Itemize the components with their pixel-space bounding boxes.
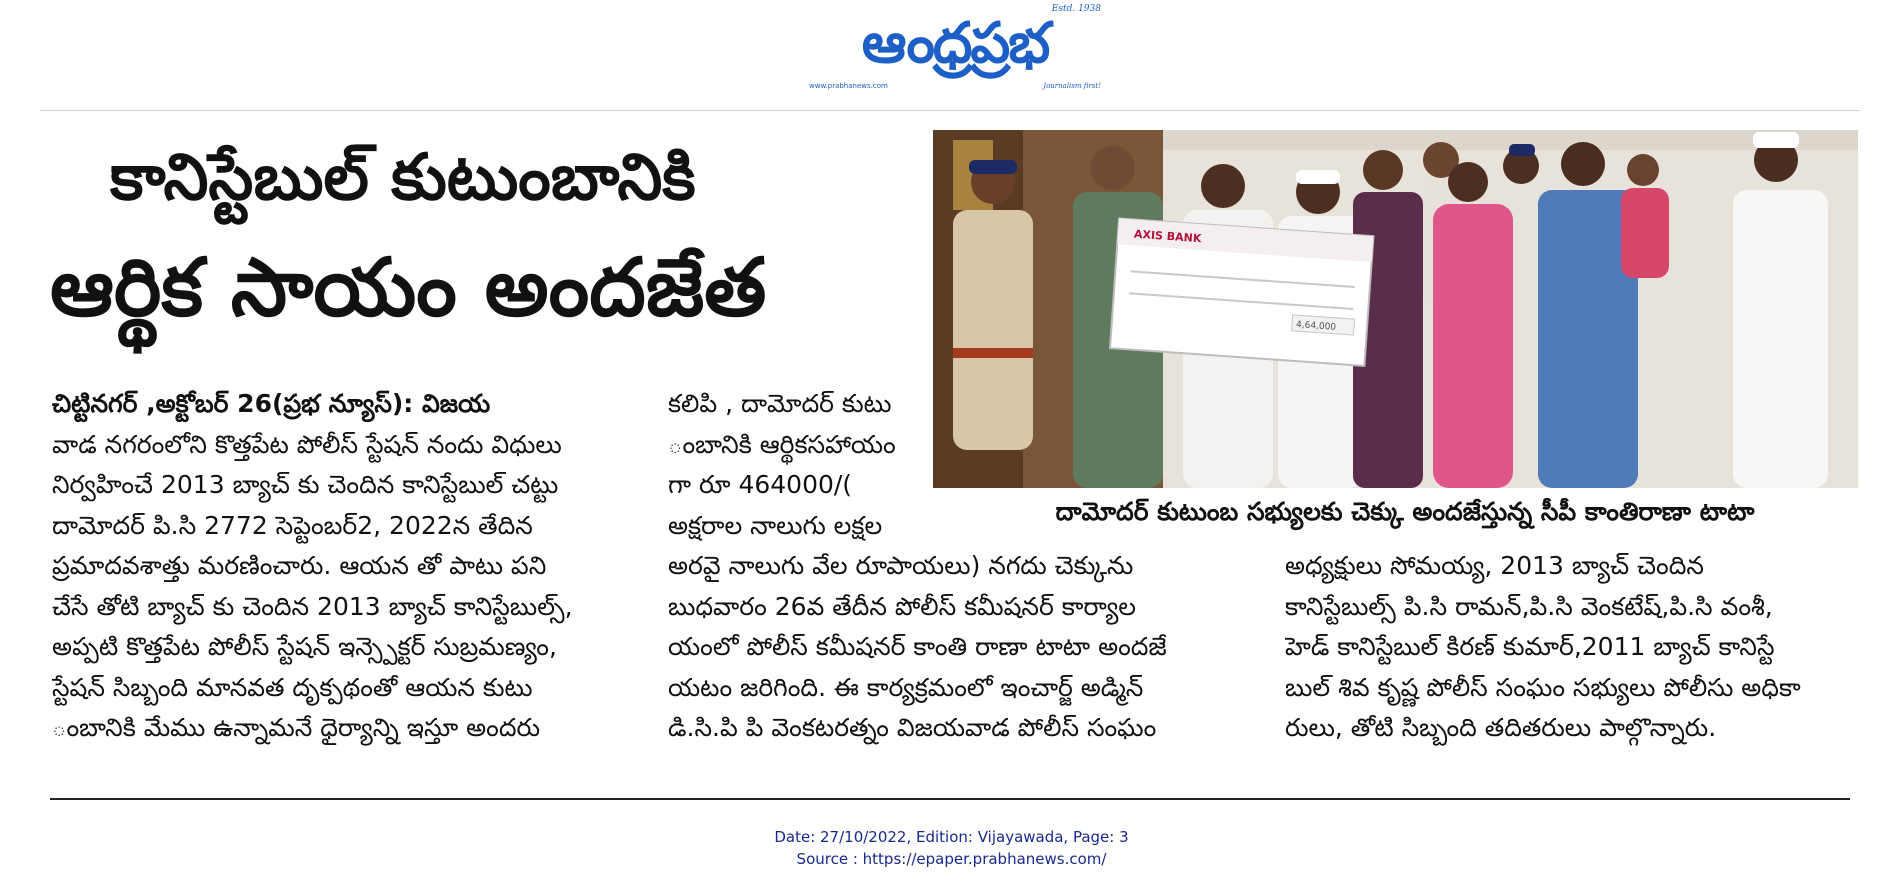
article-line: బుల్ శివ కృష్ణ పోలీస్ సంఘం సభ్యులు పోలీసు అధికా <box>1285 672 1801 702</box>
article-column-3 <box>1285 546 1855 749</box>
person-woman-saree <box>1433 162 1513 488</box>
article-line: గా రూ 464000/( <box>668 470 853 499</box>
cheque-bank-name: AXIS BANK <box>1133 227 1202 246</box>
logo-tagline: Journalism first! <box>1043 82 1101 90</box>
article-bottom-divider <box>50 798 1850 800</box>
newspaper-logo[interactable] <box>805 6 1105 94</box>
article-line: చిట్టినగర్ ,అక్టోబర్ 26(ప్రభ న్యూస్): విజయ <box>52 389 491 418</box>
article-column-2-top <box>668 384 933 546</box>
article-line: చేసే తోటి బ్యాచ్ కు చెందిన 2013 బ్యాచ్ కానిస్టేబుల్స్, <box>52 591 573 621</box>
logo-estd: Estd. 1938 <box>1051 4 1101 14</box>
article-line: స్టేషన్ సిబ్బంది మానవత దృక్పథంతో ఆయన కుటు <box>52 672 533 702</box>
logo-wordmark: ఆంధ్రప్రభ <box>861 11 1049 76</box>
article-line: బుధవారం 26వ తేదీన పోలీస్ కమీషనర్ కార్యాల <box>668 591 1137 621</box>
footer-source-link[interactable]: Source : https://epaper.prabhanews.com/ <box>796 850 1107 868</box>
article-column-1 <box>52 384 622 749</box>
article-line: వాడ నగరంలోని కొత్తపేట పోలీస్ స్టేషన్ నందు విధులు <box>52 429 562 459</box>
headline-line-2: ఆర్థిక సాయం అందజేత <box>50 241 767 334</box>
article-line: యంలో పోలీస్ కమీషనర్ కాంతి రాణా టాటా అందజే <box>668 632 1167 661</box>
article-line: అధ్యక్షులు సోమయ్య, 2013 బ్యాచ్ చెందిన <box>1285 551 1704 580</box>
article-line: యటం జరిగింది. ఈ కార్యక్రమంలో ఇంచార్జ్ అడ్మిన్ <box>668 672 1144 702</box>
logo-website: www.prabhanews.com <box>809 82 888 90</box>
article-line: ప్రమాదవశాత్తు మరణించారు. ఆయన తో పాటు పని <box>52 551 547 580</box>
article-line: దామోదర్ పి.సి 2772 సెప్టెంబర్2, 2022న తేదిన <box>52 510 533 540</box>
article-line: అక్షరాల నాలుగు లక్షల <box>668 510 883 540</box>
cheque-amount: 4,64,000 <box>1295 320 1337 333</box>
article-line: నిర్వహించే 2013 బ్యాచ్ కు చెందిన కానిస్టేబుల్ చట్టు <box>52 470 559 499</box>
article-column-2-bottom <box>668 546 1238 749</box>
article-line: కానిస్టేబుల్స్ పి.సి రామన్,పి.సి వెంకటేష్,పి.సి వంశీ, <box>1285 591 1773 621</box>
article-line: అప్పటి కొత్తపేట పోలీస్ స్టేషన్ ఇన్స్పెక్టర్ సుబ్రమణ్యం, <box>52 632 557 661</box>
article-line: అరవై నాలుగు వేల రూపాయలు) నగదు చెక్కును <box>668 551 1134 580</box>
news-photo <box>933 130 1858 488</box>
article-line: హెడ్ కానిస్టేబుల్ కిరణ్ కుమార్,2011 బ్యాచ్ కానిస్టే <box>1285 632 1775 661</box>
photo-illustration <box>933 130 1858 488</box>
article-line: కలిపి , దామోదర్ కుటు <box>668 389 892 418</box>
headline-line-1: కానిస్టేబుల్ కుటుంబానికి <box>110 141 696 215</box>
article-line: ంబానికి ఆర్థికసహాయం <box>668 429 896 459</box>
cheque <box>1110 218 1373 365</box>
footer-dateline: Date: 27/10/2022, Edition: Vijayawada, Page: 3 <box>774 828 1129 846</box>
article-line: ంబానికి మేము ఉన్నామనే ధైర్యాన్ని ఇస్తూ అందరు <box>52 713 540 742</box>
footer <box>0 826 1903 870</box>
masthead-divider <box>40 110 1860 111</box>
article-line: రులు, తోటి సిబ్బంది తదితరులు పాల్గొన్నారు. <box>1285 713 1717 742</box>
masthead <box>0 0 1903 112</box>
photo-caption: దామోదర్ కుటుంబ సభ్యులకు చెక్కు అందజేస్తున్న సీపీ కాంతిరాణా టాటా <box>1055 497 1755 526</box>
article-line: డి.సి.పి పి వెంకటరత్నం విజయవాడ పోలీస్ సంఘం <box>668 713 1157 742</box>
